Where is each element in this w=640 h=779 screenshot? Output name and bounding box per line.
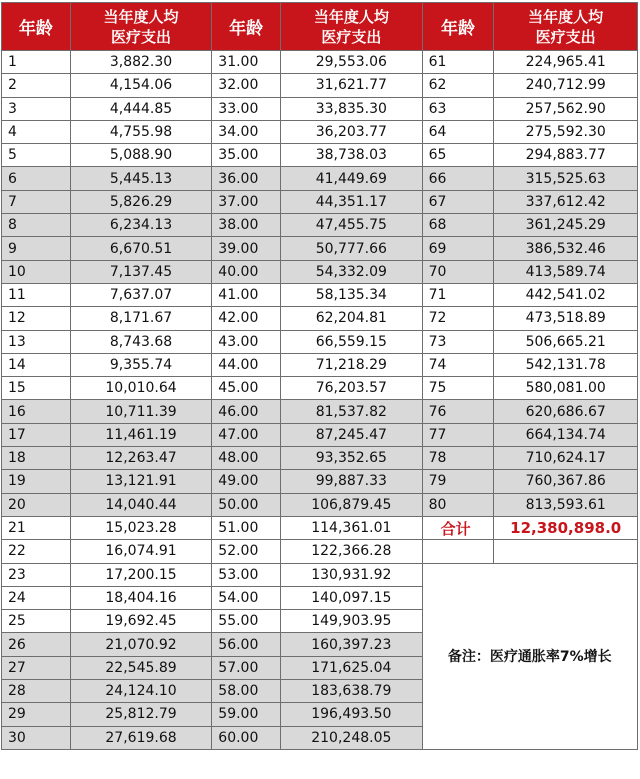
cost-cell: 66,559.15 <box>281 330 423 353</box>
header-cost-3: 当年度人均 医疗支出 <box>494 3 638 51</box>
cost-cell: 580,081.00 <box>494 377 638 400</box>
table-row <box>2 283 638 306</box>
age-cell: 32.00 <box>212 74 281 97</box>
age-cell: 53.00 <box>212 563 281 586</box>
age-cell: 58.00 <box>212 680 281 703</box>
age-cell: 35.00 <box>212 144 281 167</box>
cost-cell: 33,835.30 <box>281 97 423 120</box>
cost-cell: 19,692.45 <box>70 610 212 633</box>
table-row <box>2 214 638 237</box>
cost-cell: 620,686.67 <box>494 400 638 423</box>
cost-cell: 210,248.05 <box>281 726 423 749</box>
cost-cell: 760,367.86 <box>494 470 638 493</box>
age-cell: 21 <box>2 516 71 539</box>
age-cell: 78 <box>422 447 494 470</box>
table-row <box>2 120 638 143</box>
age-cell: 24 <box>2 586 71 609</box>
cost-cell: 224,965.41 <box>494 51 638 74</box>
age-cell: 66 <box>422 167 494 190</box>
cost-cell: 29,553.06 <box>281 51 423 74</box>
table-row <box>2 400 638 423</box>
header-row <box>2 3 638 51</box>
table-row <box>2 260 638 283</box>
table-row <box>2 190 638 213</box>
cost-cell: 17,200.15 <box>70 563 212 586</box>
cost-cell: 4,755.98 <box>70 120 212 143</box>
cost-cell: 506,665.21 <box>494 330 638 353</box>
cost-cell: 337,612.42 <box>494 190 638 213</box>
cost-cell: 10,711.39 <box>70 400 212 423</box>
age-cell: 18 <box>2 447 71 470</box>
cost-cell: 44,351.17 <box>281 190 423 213</box>
age-cell: 39.00 <box>212 237 281 260</box>
cost-cell: 11,461.19 <box>70 423 212 446</box>
age-cell: 79 <box>422 470 494 493</box>
age-cell: 17 <box>2 423 71 446</box>
table-row <box>2 353 638 376</box>
age-cell: 14 <box>2 353 71 376</box>
cost-cell: 8,743.68 <box>70 330 212 353</box>
cost-cell: 240,712.99 <box>494 74 638 97</box>
cost-cell: 31,621.77 <box>281 74 423 97</box>
age-cell: 44.00 <box>212 353 281 376</box>
age-cell: 68 <box>422 214 494 237</box>
cost-cell: 473,518.89 <box>494 307 638 330</box>
table-row <box>2 330 638 353</box>
cost-cell: 24,124.10 <box>70 680 212 703</box>
age-cell: 8 <box>2 214 71 237</box>
table-row <box>2 540 638 563</box>
cost-cell: 6,234.13 <box>70 214 212 237</box>
age-cell: 47.00 <box>212 423 281 446</box>
empty-cell <box>422 540 494 563</box>
age-cell: 76 <box>422 400 494 423</box>
cost-cell: 50,777.66 <box>281 237 423 260</box>
age-cell: 69 <box>422 237 494 260</box>
cost-cell: 12,263.47 <box>70 447 212 470</box>
age-cell: 28 <box>2 680 71 703</box>
age-cell: 71 <box>422 283 494 306</box>
age-cell: 25 <box>2 610 71 633</box>
age-cell: 29 <box>2 703 71 726</box>
cost-cell: 25,812.79 <box>70 703 212 726</box>
age-cell: 51.00 <box>212 516 281 539</box>
age-cell: 12 <box>2 307 71 330</box>
cost-cell: 8,171.67 <box>70 307 212 330</box>
cost-cell: 149,903.95 <box>281 610 423 633</box>
cost-cell: 413,589.74 <box>494 260 638 283</box>
cost-cell: 93,352.65 <box>281 447 423 470</box>
age-cell: 40.00 <box>212 260 281 283</box>
age-cell: 70 <box>422 260 494 283</box>
cost-cell: 106,879.45 <box>281 493 423 516</box>
age-cell: 26 <box>2 633 71 656</box>
header-age-1: 年龄 <box>2 3 71 51</box>
age-cell: 61 <box>422 51 494 74</box>
age-cell: 54.00 <box>212 586 281 609</box>
table-row <box>2 307 638 330</box>
table-row <box>2 470 638 493</box>
cost-cell: 315,525.63 <box>494 167 638 190</box>
age-cell: 75 <box>422 377 494 400</box>
cost-cell: 15,023.28 <box>70 516 212 539</box>
age-cell: 42.00 <box>212 307 281 330</box>
medical-cost-table <box>1 2 638 750</box>
table-body <box>2 51 638 750</box>
age-cell: 34.00 <box>212 120 281 143</box>
cost-cell: 87,245.47 <box>281 423 423 446</box>
cost-cell: 54,332.09 <box>281 260 423 283</box>
cost-cell: 183,638.79 <box>281 680 423 703</box>
age-cell: 30 <box>2 726 71 749</box>
total-value: 12,380,898.0 <box>494 516 638 539</box>
age-cell: 19 <box>2 470 71 493</box>
table-row <box>2 167 638 190</box>
cost-cell: 442,541.02 <box>494 283 638 306</box>
age-cell: 62 <box>422 74 494 97</box>
table-row <box>2 516 638 539</box>
cost-cell: 114,361.01 <box>281 516 423 539</box>
age-cell: 15 <box>2 377 71 400</box>
age-cell: 22 <box>2 540 71 563</box>
cost-cell: 76,203.57 <box>281 377 423 400</box>
age-cell: 37.00 <box>212 190 281 213</box>
cost-cell: 13,121.91 <box>70 470 212 493</box>
cost-cell: 9,355.74 <box>70 353 212 376</box>
age-cell: 64 <box>422 120 494 143</box>
age-cell: 67 <box>422 190 494 213</box>
age-cell: 16 <box>2 400 71 423</box>
table-row <box>2 74 638 97</box>
header-cost-2: 当年度人均 医疗支出 <box>281 3 423 51</box>
age-cell: 11 <box>2 283 71 306</box>
age-cell: 1 <box>2 51 71 74</box>
table-row <box>2 377 638 400</box>
cost-cell: 257,562.90 <box>494 97 638 120</box>
age-cell: 77 <box>422 423 494 446</box>
age-cell: 33.00 <box>212 97 281 120</box>
age-cell: 43.00 <box>212 330 281 353</box>
cost-cell: 542,131.78 <box>494 353 638 376</box>
cost-cell: 386,532.46 <box>494 237 638 260</box>
age-cell: 48.00 <box>212 447 281 470</box>
age-cell: 57.00 <box>212 656 281 679</box>
age-cell: 41.00 <box>212 283 281 306</box>
total-label: 合计 <box>422 516 494 539</box>
age-cell: 74 <box>422 353 494 376</box>
age-cell: 65 <box>422 144 494 167</box>
cost-cell: 38,738.03 <box>281 144 423 167</box>
age-cell: 45.00 <box>212 377 281 400</box>
cost-cell: 196,493.50 <box>281 703 423 726</box>
age-cell: 9 <box>2 237 71 260</box>
age-cell: 63 <box>422 97 494 120</box>
table-row <box>2 493 638 516</box>
cost-cell: 4,444.85 <box>70 97 212 120</box>
cost-cell: 813,593.61 <box>494 493 638 516</box>
cost-cell: 5,088.90 <box>70 144 212 167</box>
table-row <box>2 423 638 446</box>
cost-cell: 140,097.15 <box>281 586 423 609</box>
age-cell: 46.00 <box>212 400 281 423</box>
header-cost-1: 当年度人均 医疗支出 <box>70 3 212 51</box>
age-cell: 52.00 <box>212 540 281 563</box>
cost-cell: 710,624.17 <box>494 447 638 470</box>
cost-cell: 130,931.92 <box>281 563 423 586</box>
cost-cell: 160,397.23 <box>281 633 423 656</box>
age-cell: 13 <box>2 330 71 353</box>
age-cell: 20 <box>2 493 71 516</box>
empty-cell <box>494 540 638 563</box>
cost-cell: 4,154.06 <box>70 74 212 97</box>
age-cell: 56.00 <box>212 633 281 656</box>
cost-cell: 361,245.29 <box>494 214 638 237</box>
cost-cell: 7,637.07 <box>70 283 212 306</box>
age-cell: 49.00 <box>212 470 281 493</box>
cost-cell: 14,040.44 <box>70 493 212 516</box>
cost-cell: 21,070.92 <box>70 633 212 656</box>
cost-cell: 22,545.89 <box>70 656 212 679</box>
table-row <box>2 563 638 586</box>
age-cell: 2 <box>2 74 71 97</box>
age-cell: 38.00 <box>212 214 281 237</box>
cost-cell: 664,134.74 <box>494 423 638 446</box>
age-cell: 50.00 <box>212 493 281 516</box>
age-cell: 7 <box>2 190 71 213</box>
age-cell: 36.00 <box>212 167 281 190</box>
age-cell: 60.00 <box>212 726 281 749</box>
cost-cell: 7,137.45 <box>70 260 212 283</box>
age-cell: 72 <box>422 307 494 330</box>
cost-cell: 6,670.51 <box>70 237 212 260</box>
age-cell: 73 <box>422 330 494 353</box>
age-cell: 3 <box>2 97 71 120</box>
cost-cell: 5,445.13 <box>70 167 212 190</box>
cost-cell: 27,619.68 <box>70 726 212 749</box>
cost-cell: 5,826.29 <box>70 190 212 213</box>
cost-cell: 71,218.29 <box>281 353 423 376</box>
age-cell: 10 <box>2 260 71 283</box>
cost-cell: 99,887.33 <box>281 470 423 493</box>
cost-cell: 3,882.30 <box>70 51 212 74</box>
cost-cell: 36,203.77 <box>281 120 423 143</box>
cost-cell: 16,074.91 <box>70 540 212 563</box>
table-row <box>2 97 638 120</box>
note-text: 备注：医疗通胀率7%增长 <box>422 563 637 749</box>
cost-cell: 58,135.34 <box>281 283 423 306</box>
table-row <box>2 144 638 167</box>
table-row <box>2 51 638 74</box>
age-cell: 6 <box>2 167 71 190</box>
age-cell: 55.00 <box>212 610 281 633</box>
table-row <box>2 447 638 470</box>
header-age-2: 年龄 <box>212 3 281 51</box>
age-cell: 59.00 <box>212 703 281 726</box>
table-row <box>2 237 638 260</box>
age-cell: 4 <box>2 120 71 143</box>
cost-cell: 18,404.16 <box>70 586 212 609</box>
age-cell: 27 <box>2 656 71 679</box>
cost-cell: 62,204.81 <box>281 307 423 330</box>
age-cell: 80 <box>422 493 494 516</box>
cost-cell: 81,537.82 <box>281 400 423 423</box>
cost-cell: 10,010.64 <box>70 377 212 400</box>
cost-cell: 275,592.30 <box>494 120 638 143</box>
cost-cell: 122,366.28 <box>281 540 423 563</box>
cost-cell: 47,455.75 <box>281 214 423 237</box>
cost-cell: 41,449.69 <box>281 167 423 190</box>
cost-cell: 171,625.04 <box>281 656 423 679</box>
cost-cell: 294,883.77 <box>494 144 638 167</box>
age-cell: 23 <box>2 563 71 586</box>
age-cell: 31.00 <box>212 51 281 74</box>
header-age-3: 年龄 <box>422 3 494 51</box>
age-cell: 5 <box>2 144 71 167</box>
